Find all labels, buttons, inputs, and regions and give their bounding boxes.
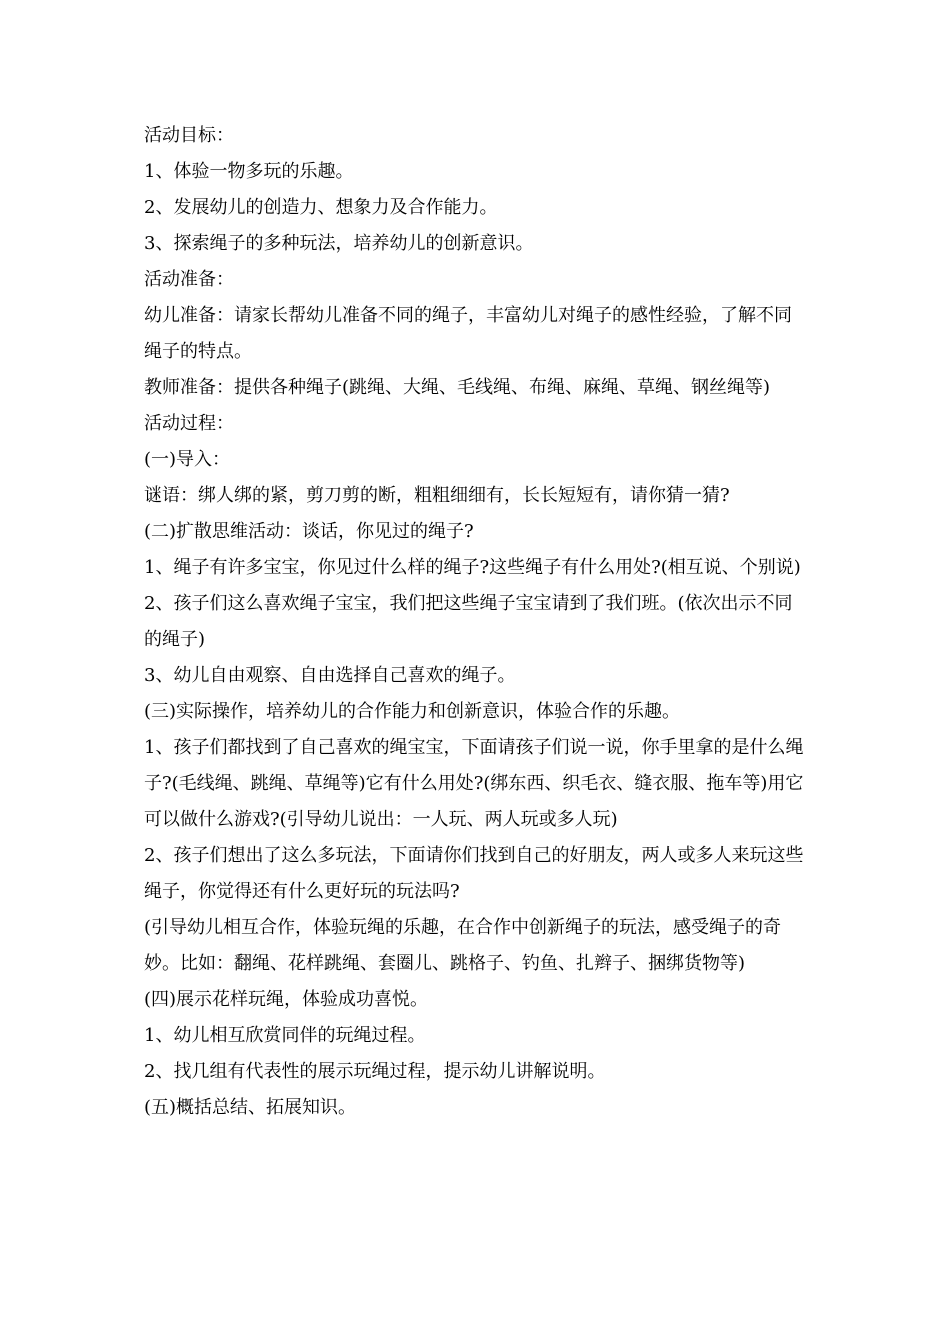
goal-item-1: 1、体验一物多玩的乐趣。: [144, 161, 354, 182]
document-body: [144, 118, 808, 1126]
section-heading-goals: 活动目标：: [144, 125, 234, 146]
step-1-heading: (一)导入：: [144, 449, 231, 470]
step-4-item-2: 2、找几组有代表性的展示玩绳过程，提示幼儿讲解说明。: [144, 1061, 606, 1082]
step-2-heading: (二)扩散思维活动：谈话，你见过的绳子?: [144, 521, 474, 542]
preparation-children: 幼儿准备：请家长帮幼儿准备不同的绳子，丰富幼儿对绳子的感性经验，了解不同绳子的特点。: [144, 305, 792, 362]
step-3-item-1: 1、孩子们都找到了自己喜欢的绳宝宝，下面请孩子们说一说，你手里拿的是什么绳子?(毛线绳、跳绳、草绳等)它有什么用处?(绑东西、织毛衣、缝衣服、拖车等)用它可以做什么游戏?(引导幼儿说出：一人玩、两人玩或多人玩): [144, 737, 804, 830]
step-2-item-1: 1、绳子有许多宝宝，你见过什么样的绳子?这些绳子有什么用处?(相互说、个别说): [144, 557, 801, 578]
step-2-item-2: 2、孩子们这么喜欢绳子宝宝，我们把这些绳子宝宝请到了我们班。(依次出示不同的绳子): [144, 593, 793, 650]
section-heading-preparation: 活动准备：: [144, 269, 234, 290]
step-3-heading: (三)实际操作，培养幼儿的合作能力和创新意识，体验合作的乐趣。: [144, 701, 681, 722]
goal-item-2: 2、发展幼儿的创造力、想象力及合作能力。: [144, 197, 498, 218]
preparation-teacher: 教师准备：提供各种绳子(跳绳、大绳、毛线绳、布绳、麻绳、草绳、钢丝绳等): [144, 377, 771, 398]
step-3-note: (引导幼儿相互合作，体验玩绳的乐趣，在合作中创新绳子的玩法，感受绳子的奇妙。比如：翻绳、花样跳绳、套圈儿、跳格子、钓鱼、扎辫子、捆绑货物等): [144, 917, 782, 974]
step-3-item-2: 2、孩子们想出了这么多玩法，下面请你们找到自己的好朋友，两人或多人来玩这些绳子，你觉得还有什么更好玩的玩法吗?: [144, 845, 804, 902]
riddle-paragraph: 谜语：绑人绑的紧，剪刀剪的断，粗粗细细有，长长短短有，请你猜一猜?: [144, 485, 730, 506]
step-5-heading: (五)概括总结、拓展知识。: [144, 1097, 357, 1118]
step-4-heading: (四)展示花样玩绳，体验成功喜悦。: [144, 989, 429, 1010]
step-2-item-3: 3、幼儿自由观察、自由选择自己喜欢的绳子。: [144, 665, 516, 686]
section-heading-process: 活动过程：: [144, 413, 234, 434]
step-4-item-1: 1、幼儿相互欣赏同伴的玩绳过程。: [144, 1025, 426, 1046]
goal-item-3: 3、探索绳子的多种玩法，培养幼儿的创新意识。: [144, 233, 534, 254]
